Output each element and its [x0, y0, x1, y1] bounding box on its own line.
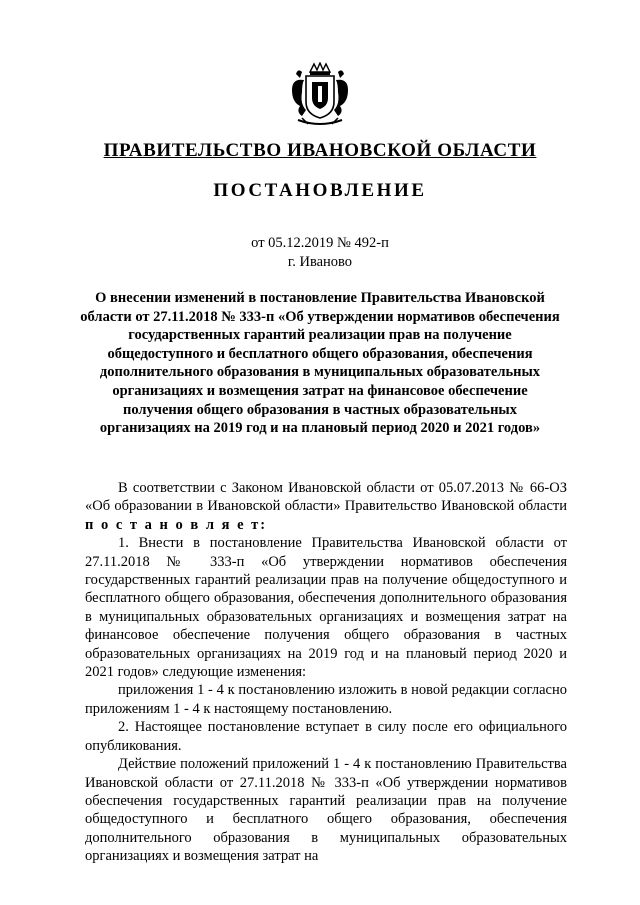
resolves-word: п о с т а н о в л я е т:	[85, 516, 268, 533]
effect-paragraph: Действие положений приложений 1 - 4 к постановлению Правительства Ивановской области от 27.11.2018 № 333-п «Об утверждении нормативов обеспечения государственных гарантий реализации прав на получение общедоступного и бесплатного общего образования, обеспечения дополнительного образования в муниципальных образовательных организациях и возмещения затрат на	[85, 756, 567, 865]
item-2-paragraph: 2. Настоящее постановление вступает в силу после его официального опубликования.	[85, 719, 567, 754]
document-body	[85, 479, 567, 866]
preamble-text: В соответствии с Законом Ивановской области от 05.07.2013 № 66-ОЗ «Об образовании в Ивановской области» Правительство Ивановской области	[85, 480, 567, 515]
document-type: ПОСТАНОВЛЕНИЕ	[213, 180, 427, 201]
date-number: от 05.12.2019 № 492-п	[251, 235, 389, 251]
item-1-sub-paragraph: приложения 1 - 4 к постановлению изложить в новой редакции согласно приложениям 1 - 4 к настоящему постановлению.	[85, 682, 567, 717]
organization-name: ПРАВИТЕЛЬСТВО ИВАНОВСКОЙ ОБЛАСТИ	[103, 140, 537, 161]
item-1-paragraph: 1. Внести в постановление Правительства Ивановской области от 27.11.2018 № 333-п «Об утверждении нормативов обеспечения государственных гарантий реализации прав на получение общедоступного и бесплатного общего образования, обеспечения дополнительного образования в муниципальных образовательных организациях и возмещения затрат на финансовое обеспечение получения общего образования в частных образовательных организациях на 2019 год и на плановый период 2020 и 2021 годов» следующие изменения:	[85, 535, 567, 681]
preamble-paragraph	[85, 479, 567, 534]
city: г. Иваново	[287, 254, 353, 270]
coat-of-arms-icon	[284, 62, 356, 128]
document-title: О внесении изменений в постановление Правительства Ивановской области от 27.11.2018 № 333-п «Об утверждении нормативов обеспечения государственных гарантий реализации прав на получение общедоступного и бесплатного общего образования, обеспечения дополнительного образования в муниципальных образовательных организациях и возмещения затрат на финансовое обеспечение получения общего образования в частных образовательных организациях на 2019 год и на плановый период 2020 и 2021 годов»	[80, 290, 560, 437]
